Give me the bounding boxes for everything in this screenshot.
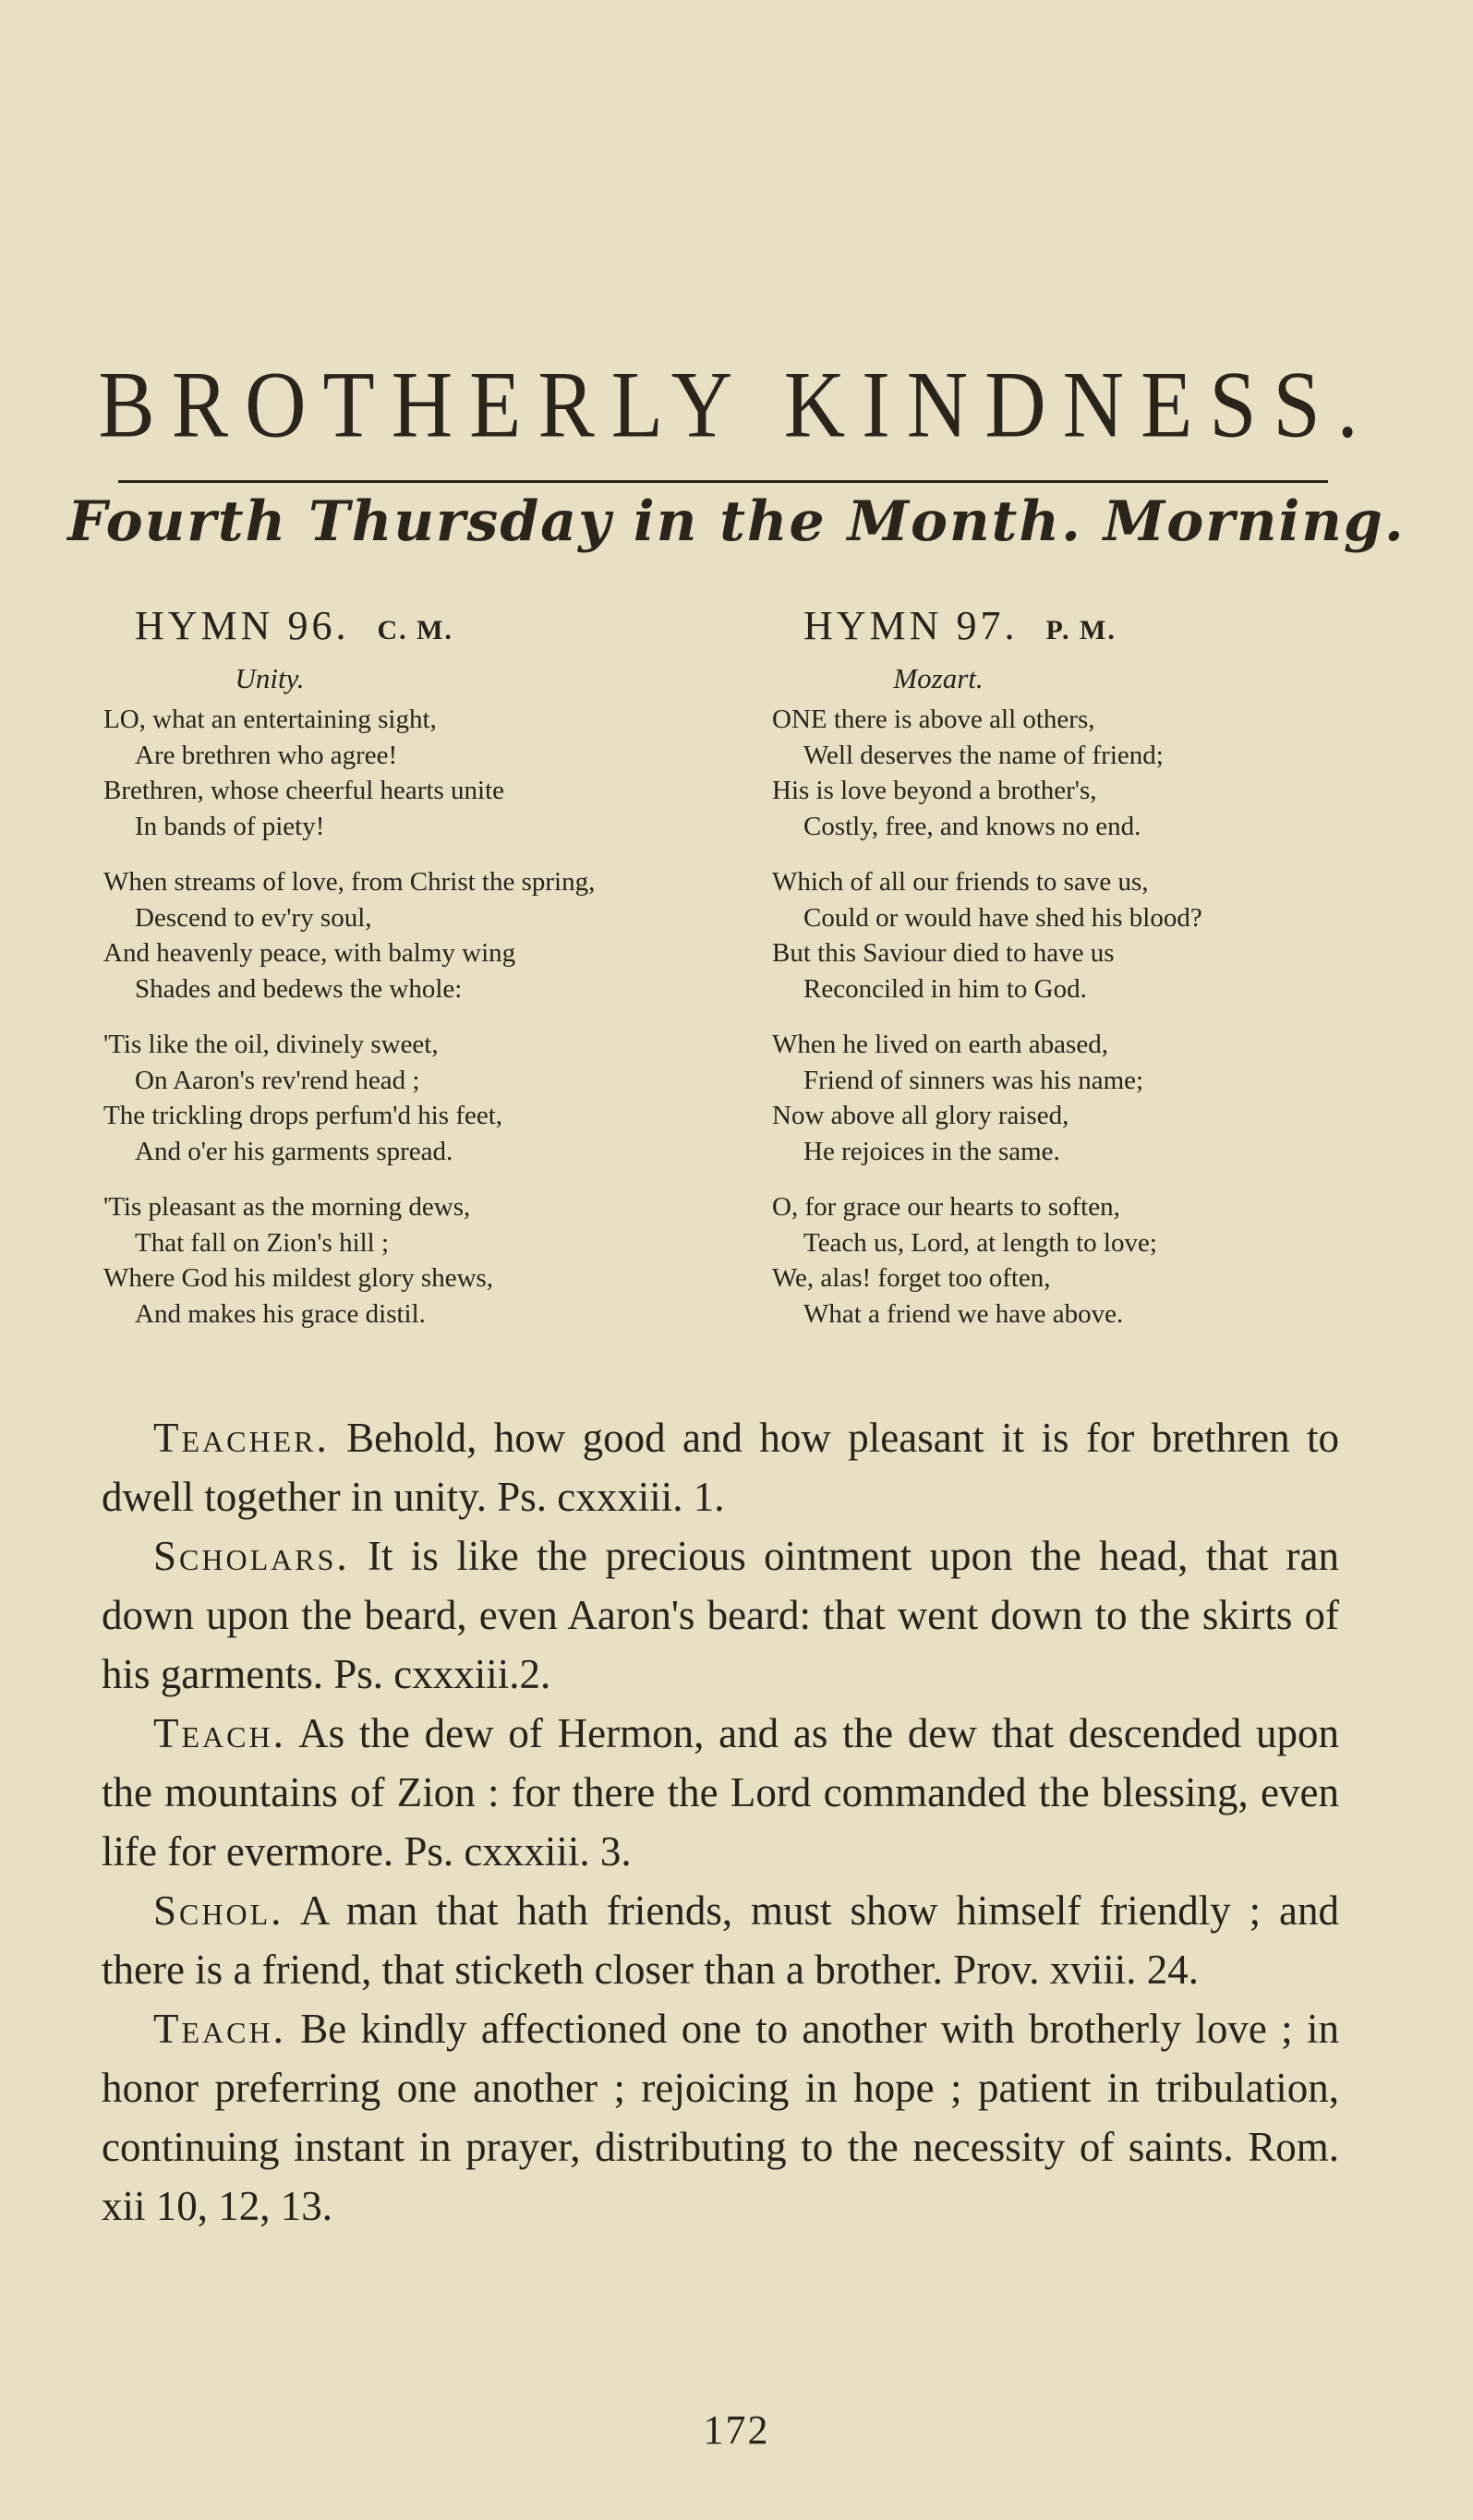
hymn-line: Brethren, whose cheerful hearts unite (103, 776, 505, 805)
hymn-stanzas (103, 702, 704, 1332)
hymn-line: What a friend we have above. (803, 1298, 1124, 1329)
hymn-line: Are brethren who agree! (135, 740, 398, 770)
hymn-line: O, for grace our hearts to soften, (772, 1192, 1120, 1222)
speaker-label: Schol. (153, 1887, 284, 1934)
hymn-tune: Unity. (235, 662, 305, 694)
reading-paragraph (102, 1881, 1339, 1999)
reading-paragraph (102, 1526, 1339, 1704)
hymn-line: Which of all our friends to save us, (772, 867, 1149, 897)
reading-text: A man that hath friends, must show himself friendly ; and there is a friend, that sticketh closer than a brother. Prov. xviii. 24. (102, 1887, 1339, 1993)
hymn-number: HYMN 97. (803, 603, 1019, 648)
reading-paragraph (102, 1999, 1339, 2236)
responsive-reading (102, 1408, 1339, 2236)
hymn-number: HYMN 96. (135, 603, 350, 648)
hymn-line: And heavenly peace, with balmy wing (103, 938, 516, 968)
hymn-line: Descend to ev'ry soul, (135, 902, 372, 933)
hymn-line: In bands of piety! (135, 811, 325, 841)
hymn-line: And makes his grace distil. (135, 1298, 426, 1329)
hymn-line: He rejoices in the same. (803, 1136, 1060, 1166)
hymn-stanza (772, 864, 1372, 1007)
hymn-stanza (772, 1189, 1372, 1332)
hymn-tune: Mozart. (893, 662, 984, 694)
hymn-line: 'Tis pleasant as the morning dews, (103, 1192, 471, 1222)
hymn-heading (135, 602, 704, 656)
reading-text: As the dew of Hermon, and as the dew that descended upon the mountains of Zion : for there the Lord commanded the blessing, even life for evermore. Ps. cxxxiii. 3. (102, 1710, 1340, 1875)
hymn-meter: C. M. (377, 615, 453, 645)
hymn-line: On Aaron's rev'rend head ; (135, 1065, 420, 1095)
hymn-line: Now above all glory raised, (772, 1101, 1069, 1130)
hymn-line: When streams of love, from Christ the spring, (103, 867, 596, 897)
hymn-line: And o'er his garments spread. (135, 1136, 453, 1166)
title-rule-top (118, 480, 1328, 483)
hymn-heading (803, 602, 1372, 656)
hymn-97 (772, 602, 1372, 1352)
speaker-label: Teach. (153, 1710, 286, 1756)
page-number: 172 (703, 2407, 770, 2453)
hymn-line: When he lived on earth abased, (772, 1030, 1108, 1059)
hymn-96 (103, 602, 704, 1352)
hymn-line: Could or would have shed his blood? (803, 902, 1202, 933)
reading-paragraph (102, 1704, 1339, 1881)
hymn-line: His is love beyond a brother's, (772, 776, 1097, 805)
speaker-label: Teach. (153, 2006, 286, 2052)
hymn-stanza (103, 1189, 704, 1332)
hymn-line: Teach us, Lord, at length to love; (803, 1227, 1157, 1258)
hymn-line: Where God his mildest glory shews, (103, 1263, 494, 1293)
hymn-line: Costly, free, and knows no end. (803, 811, 1141, 841)
hymn-stanza (103, 702, 704, 844)
hymn-line: The trickling drops perfum'd his feet, (103, 1101, 503, 1130)
page-subtitle: Fourth Thursday in the Month. Morning. (67, 489, 1406, 554)
speaker-label: Scholars. (153, 1533, 350, 1579)
hymn-line: Reconciled in him to God. (803, 973, 1087, 1004)
hymn-stanza (772, 702, 1372, 844)
hymn-stanza (772, 1027, 1372, 1169)
reading-text: Be kindly affectioned one to another with brotherly love ; in honor preferring one another ; rejoicing in hope ; patient in tribulation, continuing instant in prayer, distributing to the necessity of saints. Rom. xii 10, 12, 13. (102, 2006, 1340, 2229)
reading-paragraph (102, 1408, 1339, 1526)
page-title: BROTHERLY KINDNESS. (98, 351, 1375, 458)
hymn-meter: P. M. (1045, 615, 1117, 645)
hymn-line: Friend of sinners was his name; (803, 1065, 1144, 1095)
hymn-line: Shades and bedews the whole: (135, 973, 463, 1004)
speaker-label: Teacher. (153, 1415, 330, 1461)
hymn-line: But this Saviour died to have us (772, 938, 1115, 968)
hymn-line: 'Tis like the oil, divinely sweet, (103, 1030, 439, 1059)
hymn-line: ONE there is above all others, (772, 705, 1095, 734)
reading-text: Behold, how good and how pleasant it is for brethren to dwell together in unity. Ps. cxxxiii. 1. (102, 1415, 1340, 1520)
hymn-line: That fall on Zion's hill ; (135, 1227, 390, 1258)
hymn-line: We, alas! forget too often, (772, 1263, 1051, 1293)
hymn-stanzas (772, 702, 1372, 1332)
hymn-stanza (103, 1027, 704, 1169)
hymn-stanza (103, 864, 704, 1007)
hymn-line: LO, what an entertaining sight, (103, 705, 437, 734)
hymn-line: Well deserves the name of friend; (803, 740, 1164, 770)
reading-text: It is like the precious ointment upon the head, that ran down upon the beard, even Aaron's beard: that went down to the skirts of his garments. Ps. cxxxiii.2. (102, 1533, 1340, 1697)
